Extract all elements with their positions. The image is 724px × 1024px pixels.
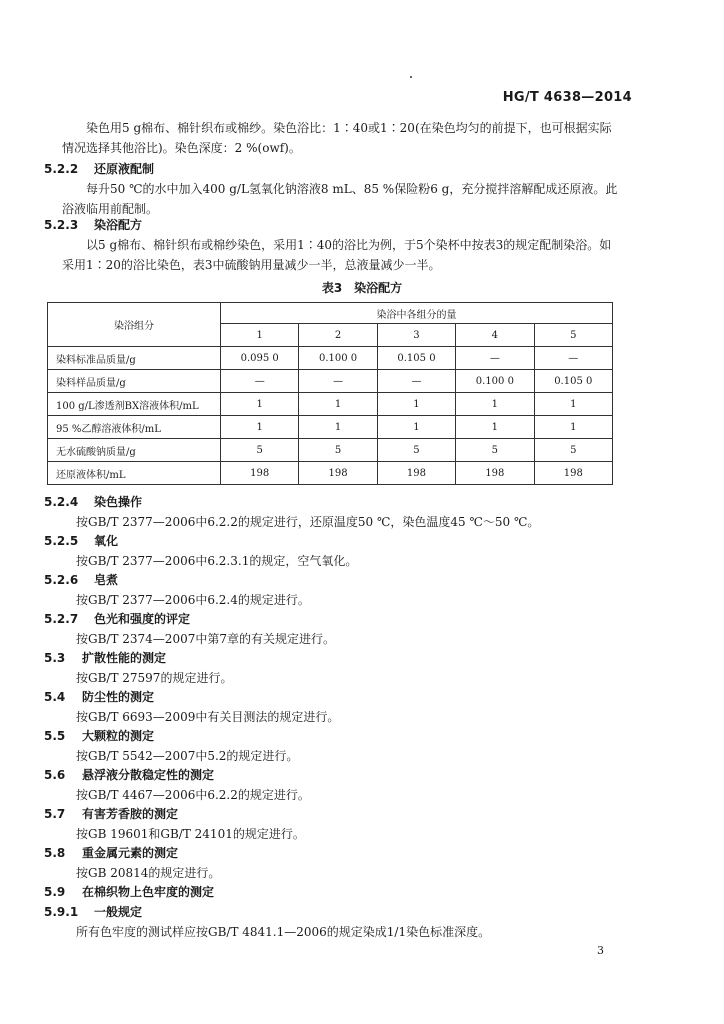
cup-number-header: 5 bbox=[534, 324, 612, 347]
table-cell: 0.105 0 bbox=[534, 370, 612, 393]
section-title: 在棉织物上色牢度的测定 bbox=[82, 885, 215, 899]
section-title: 防尘性的测定 bbox=[82, 690, 155, 704]
section-heading-5-9-1 bbox=[44, 903, 142, 921]
dye-bath-formula-table bbox=[47, 302, 613, 485]
table-row bbox=[48, 462, 613, 485]
table-cell: — bbox=[534, 347, 612, 370]
section-title: 色光和强度的评定 bbox=[94, 612, 191, 626]
section-body-5-2-7: 按GB/T 2374—2007中第7章的有关规定进行。 bbox=[76, 632, 335, 646]
section-heading-5-6 bbox=[44, 766, 214, 784]
section-heading-5-2-6 bbox=[44, 571, 118, 589]
section-heading-5-2-7 bbox=[44, 610, 190, 628]
section-number: 5.2.3 bbox=[44, 218, 79, 232]
table-cell: 1 bbox=[534, 393, 612, 416]
section-heading-5-8 bbox=[44, 844, 178, 862]
section-number: 5.2.5 bbox=[44, 534, 79, 548]
row-label: 还原液体积/mL bbox=[48, 462, 221, 485]
dyeing-conditions-paragraph: 染色用5 g棉布、棉针织布或棉纱。染色浴比：1∶40或1∶20(在染色均匀的前提下，也可根据实际情况选择其他浴比)。染色深度：2 %(owf)。 bbox=[62, 121, 612, 155]
table-cell: 0.100 0 bbox=[456, 370, 534, 393]
table-cell: 1 bbox=[221, 393, 299, 416]
table-cell: — bbox=[299, 370, 377, 393]
section-body-5-5: 按GB/T 5542—2007中5.2的规定进行。 bbox=[76, 749, 299, 763]
table-cell: 1 bbox=[534, 416, 612, 439]
section-heading-5-7 bbox=[44, 805, 178, 823]
scan-speck bbox=[410, 76, 412, 78]
section-number: 5.7 bbox=[44, 807, 66, 821]
section-title: 悬浮液分散稳定性的测定 bbox=[82, 768, 215, 782]
table-cell: 5 bbox=[456, 439, 534, 462]
section-body-5-6: 按GB/T 4467—2006中6.2.2的规定进行。 bbox=[76, 788, 310, 802]
section-title: 有害芳香胺的测定 bbox=[82, 807, 179, 821]
section-title: 还原液配制 bbox=[94, 162, 155, 176]
table-cell: 1 bbox=[456, 416, 534, 439]
section-title: 扩散性能的测定 bbox=[82, 651, 167, 665]
section-title: 氧化 bbox=[94, 534, 119, 548]
table-cell: 198 bbox=[299, 462, 377, 485]
table-cell: — bbox=[456, 347, 534, 370]
table-cell: 5 bbox=[299, 439, 377, 462]
table-row bbox=[48, 439, 613, 462]
section-title: 大颗粒的测定 bbox=[82, 729, 155, 743]
section-title: 染浴配方 bbox=[94, 218, 143, 232]
table-cell: 0.105 0 bbox=[377, 347, 455, 370]
section-number: 5.2.2 bbox=[44, 162, 79, 176]
table-cell: 1 bbox=[299, 416, 377, 439]
section-body-5-3: 按GB/T 27597的规定进行。 bbox=[76, 671, 233, 685]
section-title: 一般规定 bbox=[94, 905, 143, 919]
table-cell: 0.095 0 bbox=[221, 347, 299, 370]
table-row bbox=[48, 347, 613, 370]
amount-group-header: 染浴中各组分的量 bbox=[221, 303, 613, 324]
table-cell: 1 bbox=[377, 393, 455, 416]
table-caption: 表3 染浴配方 bbox=[321, 281, 403, 295]
component-column-header: 染浴组分 bbox=[48, 303, 221, 347]
table-cell: — bbox=[221, 370, 299, 393]
table-cell: 198 bbox=[534, 462, 612, 485]
section-number: 5.8 bbox=[44, 846, 66, 860]
section-number: 5.6 bbox=[44, 768, 66, 782]
cup-number-header: 4 bbox=[456, 324, 534, 347]
table-cell: — bbox=[377, 370, 455, 393]
section-number: 5.2.4 bbox=[44, 495, 79, 509]
table-cell: 1 bbox=[456, 393, 534, 416]
row-label: 染料标准品质量/g bbox=[48, 347, 221, 370]
table-header-row bbox=[48, 303, 613, 324]
section-body-5-2-4: 按GB/T 2377—2006中6.2.2的规定进行，还原温度50 ℃，染色温度45 ℃～50 ℃。 bbox=[76, 515, 540, 529]
table-cell: 5 bbox=[377, 439, 455, 462]
row-label: 染料样品质量/g bbox=[48, 370, 221, 393]
cup-number-header: 2 bbox=[299, 324, 377, 347]
table-cell: 1 bbox=[299, 393, 377, 416]
section-heading-5-2-4 bbox=[44, 493, 142, 511]
table-cell: 5 bbox=[534, 439, 612, 462]
table-cell: 1 bbox=[377, 416, 455, 439]
page-number: 3 bbox=[597, 944, 604, 957]
table-row bbox=[48, 370, 613, 393]
section-body-5-4: 按GB/T 6693—2009中有关目测法的规定进行。 bbox=[76, 710, 340, 724]
section-body-5-2-2: 每升50 ℃的水中加入400 g/L氢氧化钠溶液8 mL、85 %保险粉6 g，充分搅拌溶解配成还原液。此浴液临用前配制。 bbox=[62, 182, 618, 216]
section-heading-5-2-3 bbox=[44, 216, 142, 234]
table-cell: 5 bbox=[221, 439, 299, 462]
section-title: 重金属元素的测定 bbox=[82, 846, 179, 860]
section-title: 皂煮 bbox=[94, 573, 119, 587]
section-title: 染色操作 bbox=[94, 495, 143, 509]
section-body-5-8: 按GB 20814的规定进行。 bbox=[76, 866, 221, 880]
section-number: 5.2.6 bbox=[44, 573, 79, 587]
section-number: 5.2.7 bbox=[44, 612, 79, 626]
section-body-5-9-1: 所有色牢度的测试样应按GB/T 4841.1—2006的规定染成1/1染色标准深度。 bbox=[76, 925, 491, 939]
section-number: 5.3 bbox=[44, 651, 66, 665]
section-number: 5.5 bbox=[44, 729, 66, 743]
table-cell: 0.100 0 bbox=[299, 347, 377, 370]
row-label: 95 %乙醇溶液体积/mL bbox=[48, 416, 221, 439]
section-heading-5-2-2 bbox=[44, 160, 154, 178]
section-heading-5-9 bbox=[44, 883, 214, 901]
table-cell: 198 bbox=[377, 462, 455, 485]
row-label: 100 g/L渗透剂BX溶液体积/mL bbox=[48, 393, 221, 416]
section-heading-5-2-5 bbox=[44, 532, 118, 550]
section-number: 5.9.1 bbox=[44, 905, 79, 919]
section-body-5-2-6: 按GB/T 2377—2006中6.2.4的规定进行。 bbox=[76, 593, 310, 607]
row-label: 无水硫酸钠质量/g bbox=[48, 439, 221, 462]
standard-code: HG/T 4638—2014 bbox=[502, 90, 632, 105]
table-row bbox=[48, 416, 613, 439]
section-body-5-2-5: 按GB/T 2377—2006中6.2.3.1的规定，空气氧化。 bbox=[76, 554, 358, 568]
section-body-5-2-3: 以5 g棉布、棉针织布或棉纱染色，采用1∶40的浴比为例，于5个染杯中按表3的规定配制染浴。如采用1∶20的浴比染色，表3中硫酸钠用量减少一半，总液量减少一半。 bbox=[62, 238, 612, 272]
table-cell: 1 bbox=[221, 416, 299, 439]
section-number: 5.4 bbox=[44, 690, 66, 704]
table-row bbox=[48, 393, 613, 416]
cup-number-header: 3 bbox=[377, 324, 455, 347]
section-body-5-7: 按GB 19601和GB/T 24101的规定进行。 bbox=[76, 827, 305, 841]
table-cell: 198 bbox=[456, 462, 534, 485]
section-number: 5.9 bbox=[44, 885, 66, 899]
section-heading-5-3 bbox=[44, 649, 166, 667]
section-heading-5-4 bbox=[44, 688, 154, 706]
table-cell: 198 bbox=[221, 462, 299, 485]
cup-number-header: 1 bbox=[221, 324, 299, 347]
section-heading-5-5 bbox=[44, 727, 154, 745]
